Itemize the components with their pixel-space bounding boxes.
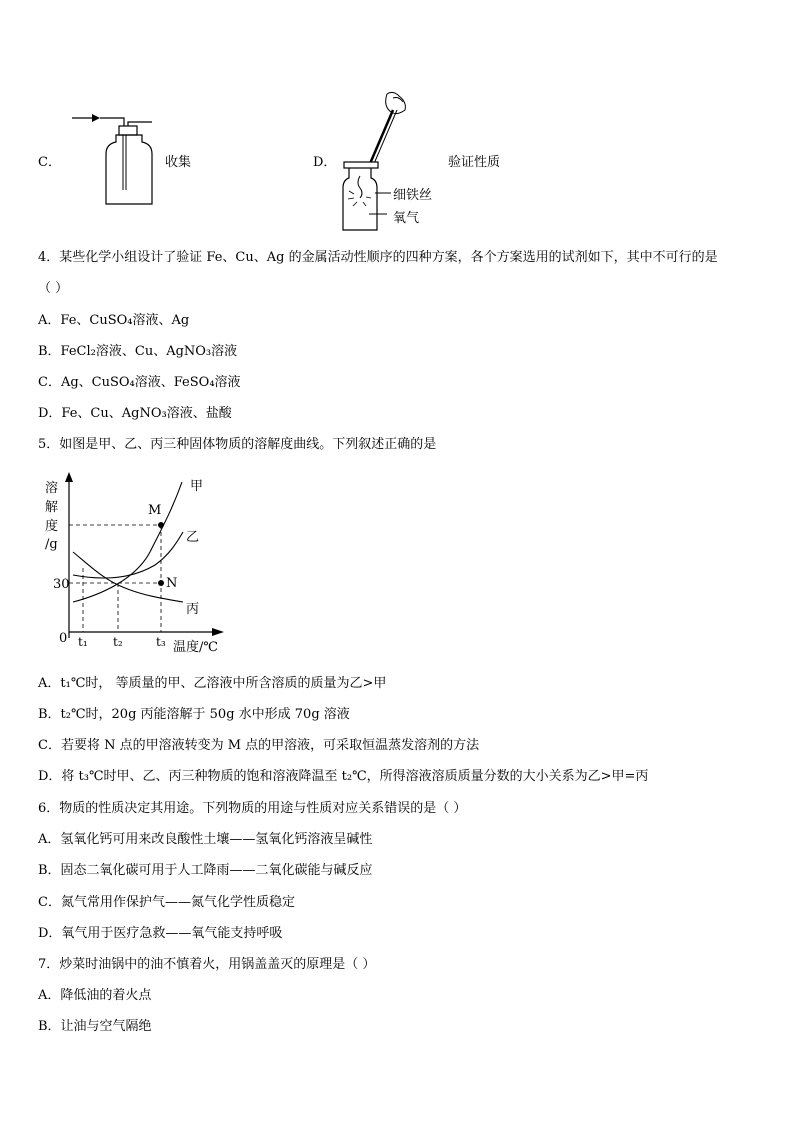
y-axis-arrow [65, 472, 73, 482]
inlet-arrow-head [92, 114, 100, 122]
point-n [158, 580, 164, 586]
y-label-char-1: 溶 [45, 481, 59, 496]
point-m [158, 522, 164, 528]
y-label-char-4: /g [45, 537, 58, 552]
series-label-bing: 丙 [186, 602, 200, 617]
bottle [106, 135, 152, 204]
q5-option-c: C．若要将 N 点的甲溶液转变为 M 点的甲溶液，可采取恒温蒸发溶剂的方法 [38, 738, 480, 753]
crucible-tongs [369, 110, 393, 166]
q4-option-c: C．Ag、CuSO₄溶液、FeSO₄溶液 [38, 375, 241, 390]
stopper [119, 126, 137, 135]
q4-stem: 4．某些化学小组设计了验证 Fe、Cu、Ag 的金属活动性顺序的四种方案，各个方案选用的试剂如下，其中不可行的是 [38, 250, 718, 265]
q5-stem: 5．如图是甲、乙、丙三种固体物质的溶解度曲线。下列叙述正确的是 [38, 437, 437, 452]
option-d-letter: D． [313, 155, 337, 170]
q6-option-b: B．固态二氧化碳可用于人工降雨——二氧化碳能与碱反应 [38, 863, 373, 878]
q4-option-b: B．FeCl₂溶液、Cu、AgNO₃溶液 [38, 344, 238, 359]
y-tick-30: 30 [53, 577, 70, 592]
q7-option-a: A．降低油的着火点 [38, 988, 152, 1003]
curve-yi [73, 532, 183, 578]
q6-option-d: D．氧气用于医疗急救——氧气能支持呼吸 [38, 926, 283, 941]
q7-option-b: B．让油与空气隔绝 [38, 1019, 152, 1034]
q7-stem: 7．炒菜时油锅中的油不慎着火，用锅盖盖灭的原理是（ ） [38, 957, 376, 972]
y-label-char-2: 解 [45, 500, 59, 515]
solubility-chart [40, 470, 240, 658]
q4-stem-cont: （ ） [38, 281, 69, 296]
q6-option-a: A．氢氧化钙可用来改良酸性土壤——氢氧化钙溶液呈碱性 [38, 832, 373, 847]
series-label-jia: 甲 [190, 479, 204, 494]
point-m-label: M [148, 503, 162, 518]
q6-option-c: C．氮气常用作保护气——氮气化学性质稳定 [38, 895, 295, 910]
q4-option-d: D．Fe、Cu、AgNO₃溶液、盐酸 [38, 406, 232, 421]
option-c-letter: C． [38, 155, 61, 170]
sparks-icon [348, 191, 371, 206]
point-n-label: N [166, 576, 178, 591]
iron-wire-coil [358, 176, 362, 198]
glass-cover [344, 162, 378, 168]
q4-option-a: A．Fe、CuSO₄溶液、Ag [38, 313, 190, 328]
inlet-tube [100, 118, 124, 126]
gas-collection-bottle-figure [66, 108, 166, 208]
x-axis-label: 温度/℃ [173, 640, 218, 655]
x-tick-t3: t₃ [156, 635, 166, 649]
series-label-yi: 乙 [186, 530, 200, 545]
option-d-text: 验证性质 [448, 155, 501, 170]
q5-option-d: D．将 t₃℃时甲、乙、丙三种物质的饱和溶液降温至 t₂℃，所得溶液溶质质量分数的大小关系为乙>甲=丙 [38, 769, 649, 784]
iron-wire-oxygen-figure [335, 88, 445, 233]
y-label-char-3: 度 [45, 519, 59, 534]
hand-icon [386, 92, 406, 113]
q6-stem: 6．物质的性质决定其用途。下列物质的用途与性质对应关系错误的是（ ） [38, 801, 467, 816]
label-iron-wire: 细铁丝 [393, 188, 433, 203]
label-oxygen: 氧气 [393, 211, 420, 226]
q5-option-a: A．t₁℃时， 等质量的甲、乙溶液中所含溶质的质量为乙>甲 [38, 676, 387, 691]
x-axis-arrow [212, 628, 224, 636]
x-tick-t1: t₁ [78, 635, 88, 649]
origin-label: 0 [59, 631, 68, 646]
option-c-text: 收集 [165, 155, 192, 170]
guide-lines [69, 525, 161, 632]
q5-option-b: B．t₂℃时，20g 丙能溶解于 50g 水中形成 70g 溶液 [38, 707, 350, 722]
x-tick-t2: t₂ [113, 635, 123, 649]
